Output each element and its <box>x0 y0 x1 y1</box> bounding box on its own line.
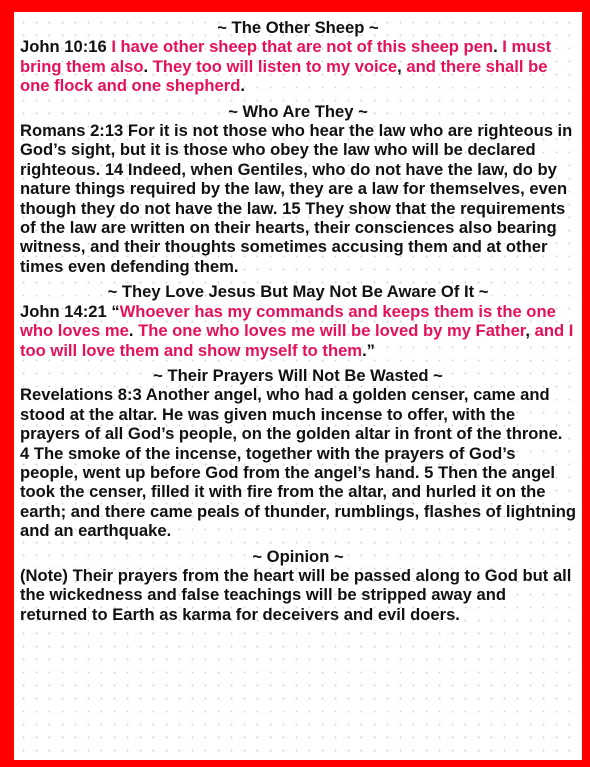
document-page <box>14 12 582 760</box>
verse-reference: (Note) <box>20 565 68 585</box>
section-body <box>20 302 576 360</box>
verse-reference: John 10:16 <box>20 37 107 57</box>
section-opinion <box>20 547 576 625</box>
verse-segment: . <box>128 321 139 341</box>
verse-segment: Their prayers from the heart will be passed along to God but all the wickedness and false teachings will be stripped away and returned to Earth as karma for deceivers and evil doers. <box>20 565 572 624</box>
verse-segment: , <box>525 321 535 341</box>
verse-reference: John 14:21 <box>20 301 107 321</box>
section-heading: ~ Their Prayers Will Not Be Wasted ~ <box>153 365 443 385</box>
verse-segment: , <box>397 56 407 76</box>
verse-reference: Romans 2:13 <box>20 121 124 141</box>
verse-segment: “ <box>111 301 120 321</box>
document-content <box>20 18 576 624</box>
verse-segment: . <box>493 37 503 57</box>
verse-segment: .” <box>362 340 375 360</box>
verse-segment: and there shall be one flock and one shepherd <box>20 56 548 96</box>
verse-segment: . <box>240 76 245 96</box>
verse-segment: For it is not those who hear the law who are righteous in God’s sight, but it is those who obey the law who will be declared righteous. 14 Indeed, when Gentiles, who do not have the law, do by nature things required by the law, they are a law for themselves, even though they do not have the law. 15 They show that the requirements of the law are written on their hearts, their consciences also bearing witness, and their thoughts sometimes accusing them and at other times even defending them. <box>20 121 573 276</box>
section-other-sheep <box>20 18 576 96</box>
verse-segment: I have other sheep that are not of this sheep pen <box>111 37 494 57</box>
verse-segment: Another angel, who had a golden censer, came and stood at the altar. He was given much incense to offer, with the prayers of all God’s people, on the golden altar in front of the throne. 4 The smoke of the incense, together with the prayers of God’s people, went up before God from the angel’s hand. 5 Then the angel took the censer, filled it with fire from the altar, and hurled it on the earth; and there came peals of thunder, rumblings, flashes of lightning and an earthquake. <box>20 385 576 541</box>
section-they-love-jesus <box>20 282 576 360</box>
section-heading: ~ Who Are They ~ <box>228 101 368 121</box>
section-heading: ~ The Other Sheep ~ <box>217 18 379 37</box>
section-prayers-not-wasted <box>20 366 576 541</box>
section-body <box>20 385 576 540</box>
section-heading: ~ They Love Jesus But May Not Be Aware Of It ~ <box>107 282 489 302</box>
section-body <box>20 121 576 276</box>
verse-segment: . <box>143 56 153 76</box>
section-who-are-they <box>20 102 576 277</box>
verse-segment: They too will listen to my voice <box>152 56 398 76</box>
section-body <box>20 566 576 624</box>
section-body <box>20 37 576 95</box>
verse-segment: Whoever has my commands and keeps them is the one who loves me <box>20 301 556 341</box>
verse-segment: The one who loves me will be loved by my Father <box>138 321 526 341</box>
verse-reference: Revelations 8:3 <box>20 385 142 405</box>
verse-segment: I must bring them also <box>20 37 552 76</box>
verse-segment: and I too will love them and show myself to them <box>20 321 574 360</box>
section-heading: ~ Opinion ~ <box>252 546 344 566</box>
